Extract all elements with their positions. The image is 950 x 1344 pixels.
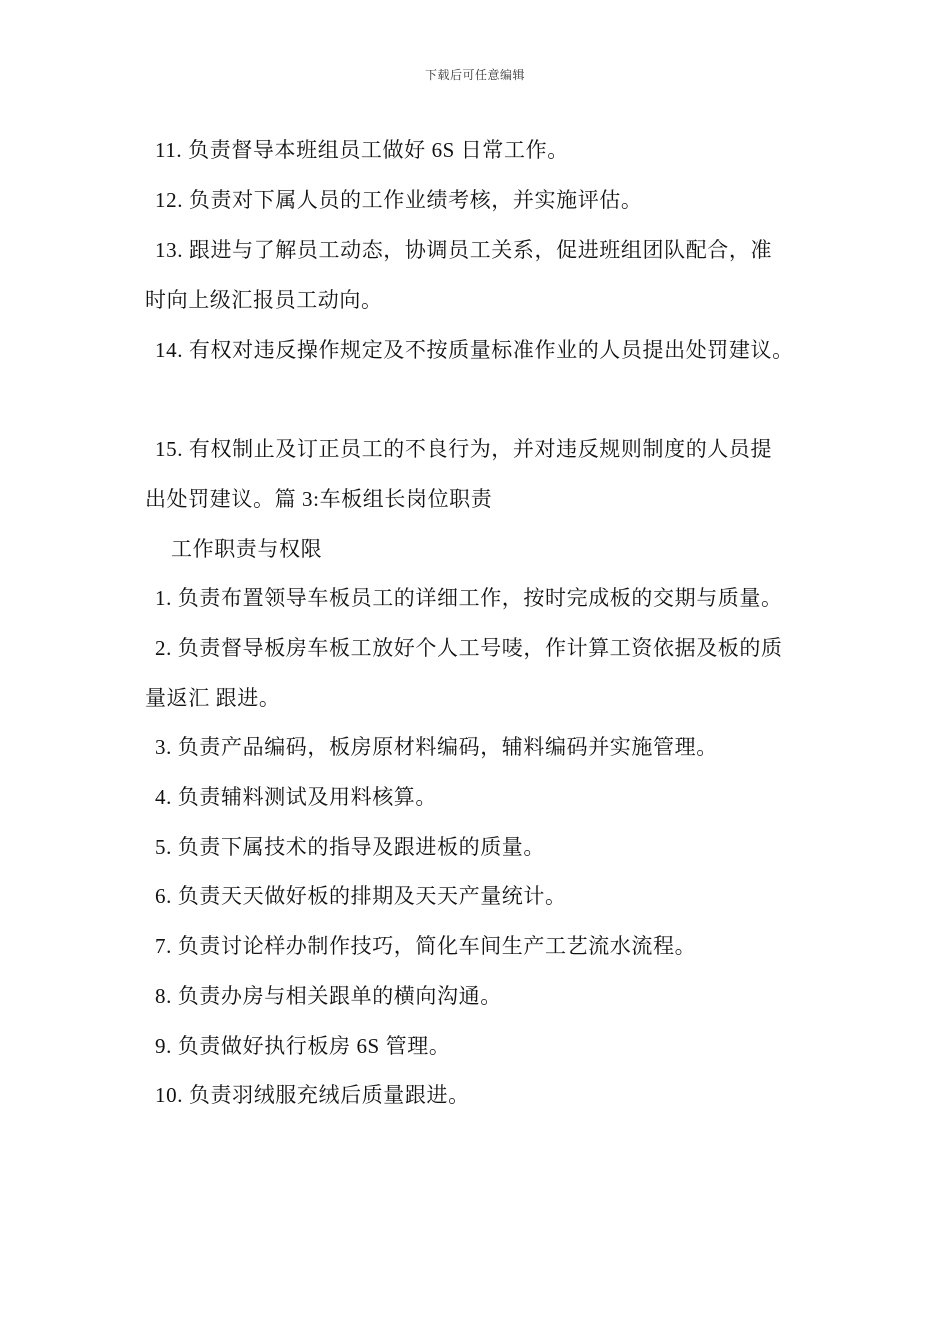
section-heading: 工作职责与权限	[171, 537, 323, 561]
list-item: 5. 负责下属技术的指导及跟进板的质量。	[155, 835, 545, 859]
list-item: 9. 负责做好执行板房 6S 管理。	[155, 1034, 451, 1058]
list-item: 10. 负责羽绒服充绒后质量跟进。	[155, 1083, 470, 1107]
list-item: 13. 跟进与了解员工动态，协调员工关系，促进班组团队配合，准	[155, 238, 773, 262]
list-item: 7. 负责讨论样办制作技巧，简化车间生产工艺流水流程。	[155, 934, 697, 958]
list-item: 4. 负责辅料测试及用料核算。	[155, 785, 437, 809]
list-item: 6. 负责天天做好板的排期及天天产量统计。	[155, 884, 567, 908]
list-item: 15. 有权制止及订正员工的不良行为，并对违反规则制度的人员提	[155, 437, 773, 461]
list-item: 14. 有权对违反操作规定及不按质量标准作业的人员提出处罚建议。	[155, 338, 794, 362]
list-item-continuation: 出处罚建议。篇 3:车板组长岗位职责	[145, 487, 493, 511]
list-item-continuation: 时向上级汇报员工动向。	[145, 288, 383, 312]
list-item: 3. 负责产品编码，板房原材料编码，辅料编码并实施管理。	[155, 735, 718, 759]
page-header: 下载后可任意编辑	[424, 68, 525, 82]
list-item: 2. 负责督导板房车板工放好个人工号唛，作计算工资依据及板的质	[155, 636, 783, 660]
list-item: 11. 负责督导本班组员工做好 6S 日常工作。	[155, 138, 569, 162]
list-item: 8. 负责办房与相关跟单的横向沟通。	[155, 984, 502, 1008]
list-item-continuation: 量返汇 跟进。	[145, 686, 281, 710]
list-item: 1. 负责布置领导车板员工的详细工作，按时完成板的交期与质量。	[155, 586, 783, 610]
list-item: 12. 负责对下属人员的工作业绩考核，并实施评估。	[155, 188, 643, 212]
